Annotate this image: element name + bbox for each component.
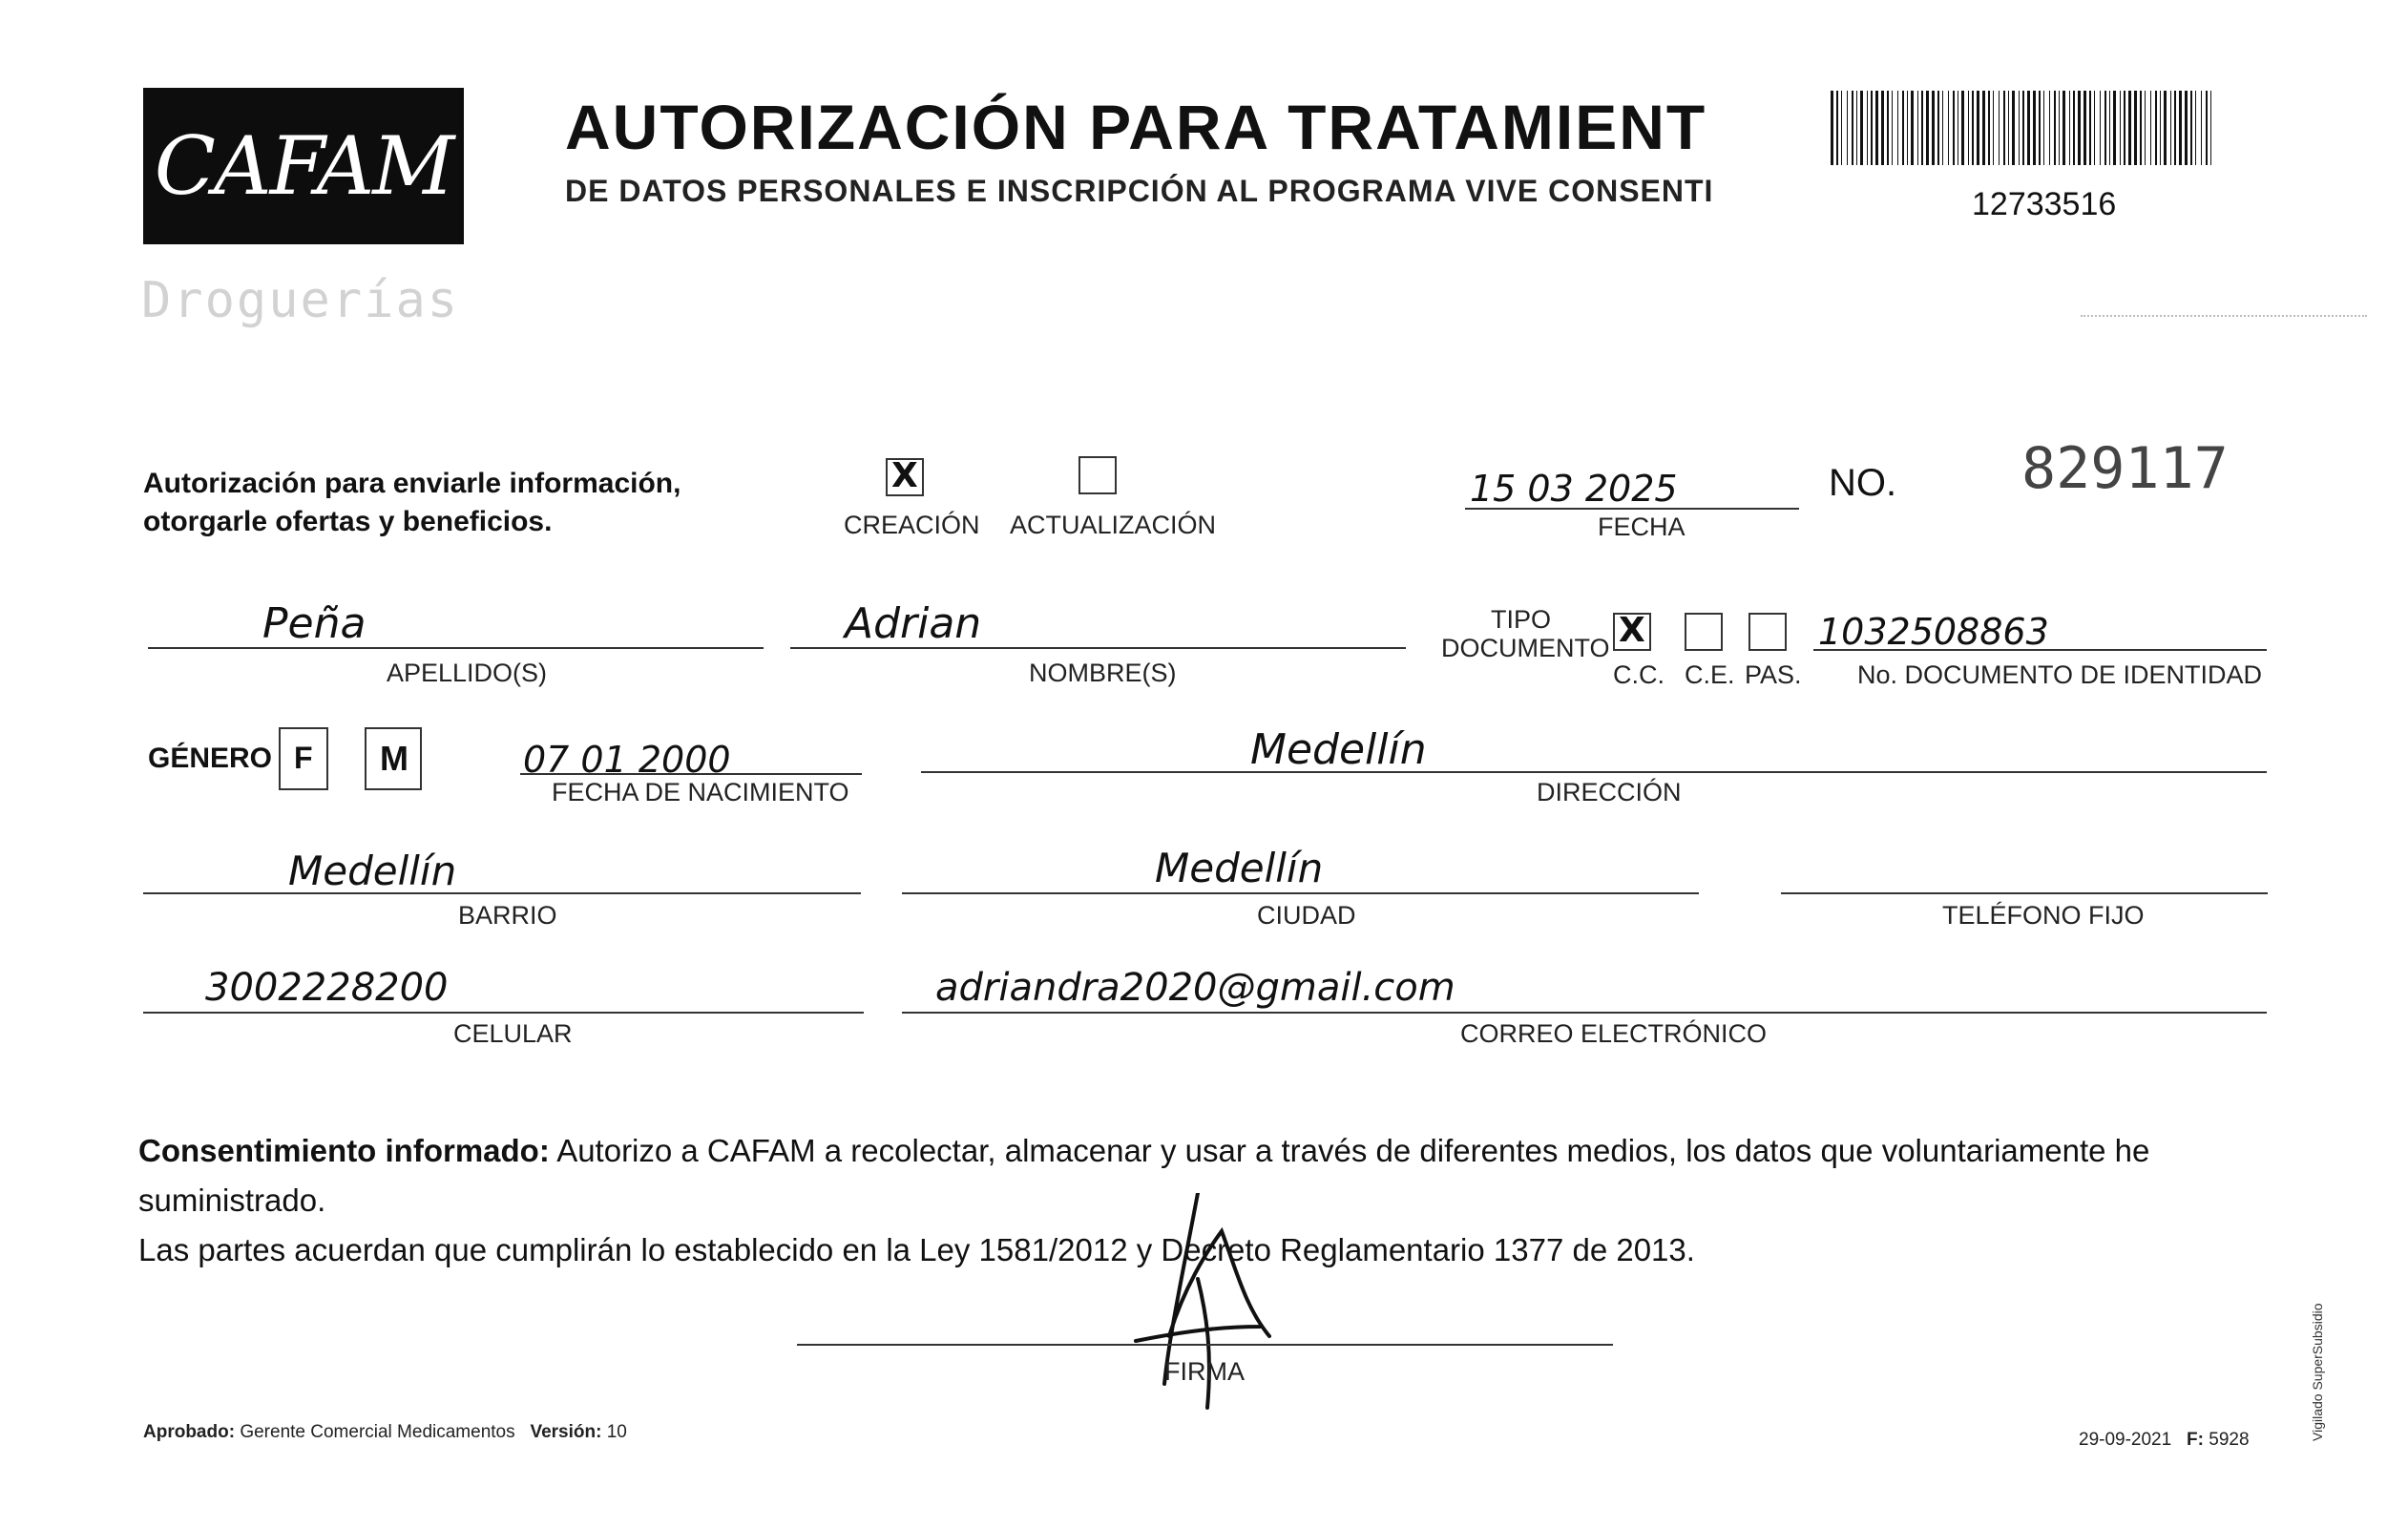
barcode-bar — [1887, 91, 1889, 165]
barcode-bar — [2195, 91, 2196, 165]
barcode-bar — [1942, 91, 1943, 165]
barcode-bar — [1852, 91, 1853, 165]
form-title: AUTORIZACIÓN PARA TRATAMIENT — [565, 92, 1707, 162]
barcode-bar — [1875, 91, 1878, 165]
firma-label: FIRMA — [1164, 1357, 1245, 1386]
correo-label: CORREO ELECTRÓNICO — [1460, 1019, 1768, 1048]
header-dotline — [2081, 315, 2367, 317]
barcode-bar — [2120, 91, 2121, 165]
apellidos-value: Peña — [262, 599, 366, 648]
nacimiento-line — [520, 773, 862, 775]
pas-label: PAS. — [1745, 660, 1802, 689]
barcode-bar — [1921, 91, 1923, 165]
barcode-bar — [2063, 91, 2065, 165]
direccion-line — [921, 771, 2267, 773]
barcode-bar — [2008, 91, 2009, 165]
tipo-label-1: TIPO — [1491, 605, 1552, 634]
barrio-label: BARRIO — [458, 901, 557, 930]
barcode-bar — [1977, 91, 1979, 165]
consent-body-line2: Las partes acuerdan que cumplirán lo establecido en la Ley 1581/2012 y Decreto Reglamentario 1377 de 2013. — [138, 1232, 1695, 1267]
nombres-label: NOMBRE(S) — [1029, 659, 1177, 687]
barcode-bar — [1917, 91, 1918, 165]
authorization-text-line1: Autorización para enviarle información, — [143, 468, 681, 499]
barcode-bar — [2100, 91, 2101, 165]
ce-label: C.E. — [1685, 660, 1735, 689]
barcode-bar — [2059, 91, 2060, 165]
firma-line — [797, 1344, 1613, 1346]
side-text: Vigilado SuperSubsidio — [2310, 1303, 2325, 1441]
barcode-bar — [1881, 91, 1884, 165]
barcode-bar — [1902, 91, 1904, 165]
direccion-value: Medellín — [1250, 725, 1427, 774]
barcode-bar — [1926, 91, 1929, 165]
barcode-bar — [1968, 91, 1969, 165]
genero-f-label: F — [294, 741, 313, 775]
barcode-bar — [2104, 91, 2106, 165]
barcode-bar — [1961, 91, 1964, 165]
telefono-line — [1781, 892, 2268, 894]
consent-heading: Consentimiento informado: — [138, 1133, 550, 1168]
barcode-number: 12733516 — [1972, 186, 2117, 222]
barcode-bar — [2003, 91, 2005, 165]
barcode-bar — [2078, 91, 2081, 165]
genero-label: GÉNERO — [148, 743, 273, 774]
barcode-bar — [2069, 91, 2070, 165]
tipo-label-2: DOCUMENTO — [1441, 634, 1610, 662]
barcode-bar — [1988, 91, 1990, 165]
cafam-logo — [143, 88, 464, 244]
barcode-bar — [1999, 91, 2000, 165]
ce-checkbox[interactable] — [1685, 613, 1723, 651]
barcode-bar — [1937, 91, 1939, 165]
subbrand-text: Droguerías — [141, 272, 460, 329]
barcode-bar — [2054, 91, 2056, 165]
barcode-bar — [2049, 91, 2050, 165]
barcode-bar — [1972, 91, 1974, 165]
barcode-bar — [2019, 91, 2020, 165]
barcode-bar — [2089, 91, 2091, 165]
barcode-bar — [2134, 91, 2137, 165]
footer-date: 29-09-2021 — [2079, 1430, 2172, 1450]
aprobado-value: Gerente Comercial Medicamentos — [240, 1422, 515, 1442]
genero-m-box[interactable] — [365, 727, 422, 790]
barcode-bar — [1993, 91, 1994, 165]
barcode-bar — [2160, 91, 2161, 165]
telefono-label: TELÉFONO FIJO — [1942, 901, 2145, 930]
barcode-bar — [2185, 91, 2188, 165]
barcode-bar — [1860, 91, 1863, 165]
doc-value: 1032508863 — [1818, 611, 2049, 653]
barcode-bar — [2109, 91, 2110, 165]
barcode-bar — [2022, 91, 2024, 165]
barcode-bar — [2155, 91, 2157, 165]
barcode-bar — [1892, 91, 1893, 165]
barcode-bar — [2027, 91, 2030, 165]
creacion-label: CREACIÓN — [844, 511, 980, 539]
fecha-line — [1465, 508, 1799, 510]
correo-line — [902, 1012, 2267, 1014]
celular-label: CELULAR — [453, 1019, 573, 1048]
version-label: Versión: — [530, 1422, 602, 1442]
actualizacion-checkbox[interactable] — [1078, 456, 1117, 494]
logo-text: CAFAM — [154, 119, 453, 213]
actualizacion-label: ACTUALIZACIÓN — [1010, 511, 1217, 539]
celular-value: 3002228200 — [205, 966, 449, 1010]
form-number: 829117 — [2021, 435, 2229, 502]
nacimiento-value: 07 01 2000 — [523, 739, 731, 781]
apellidos-line — [148, 647, 764, 649]
creacion-checkbox[interactable] — [886, 458, 924, 496]
barcode-bar — [1932, 91, 1935, 165]
doc-line — [1813, 649, 2267, 651]
nacimiento-label: FECHA DE NACIMIENTO — [552, 778, 849, 806]
barcode-bar — [2012, 91, 2015, 165]
barcode-bar — [1897, 91, 1898, 165]
barcode-bar — [2033, 91, 2036, 165]
barcode-bar — [2043, 91, 2044, 165]
barcode-bar — [2094, 91, 2095, 165]
f-code-value: 5928 — [2209, 1430, 2250, 1450]
barcode — [1831, 91, 2218, 165]
version-value: 10 — [606, 1422, 627, 1442]
barcode-bar — [1911, 91, 1914, 165]
ciudad-line — [902, 892, 1699, 894]
apellidos-label: APELLIDO(S) — [387, 659, 548, 687]
cc-checkbox[interactable] — [1613, 613, 1651, 651]
barcode-bar — [2164, 91, 2167, 165]
direccion-label: DIRECCIÓN — [1537, 778, 1682, 806]
barcode-bar — [1982, 91, 1985, 165]
cc-label: C.C. — [1613, 660, 1665, 689]
nombres-value: Adrian — [845, 599, 982, 648]
footer-right — [2079, 1430, 2250, 1451]
ciudad-label: CIUDAD — [1257, 901, 1356, 930]
ciudad-value: Medellín — [1155, 845, 1324, 891]
barcode-bar — [2201, 91, 2202, 165]
genero-f-box[interactable] — [279, 727, 328, 790]
barrio-line — [143, 892, 861, 894]
barcode-bar — [2039, 91, 2041, 165]
celular-line — [143, 1012, 864, 1014]
barcode-bar — [2083, 91, 2086, 165]
genero-m-label: M — [380, 739, 408, 778]
barcode-bar — [2179, 91, 2182, 165]
barcode-bar — [2170, 91, 2171, 165]
barcode-bar — [1871, 91, 1873, 165]
barcode-bar — [2124, 91, 2125, 165]
barcode-bar — [1867, 91, 1868, 165]
correo-value: adriandra2020@gmail.com — [935, 966, 1455, 1010]
footer-left — [143, 1422, 627, 1443]
barcode-bar — [1907, 91, 1908, 165]
barcode-bar — [2113, 91, 2116, 165]
barcode-bar — [1841, 91, 1842, 165]
barcode-bar — [1856, 91, 1857, 165]
barcode-bar — [2150, 91, 2151, 165]
doc-label: No. DOCUMENTO DE IDENTIDAD — [1857, 660, 2263, 689]
pas-checkbox[interactable] — [1748, 613, 1787, 651]
fecha-value: 15 03 2025 — [1470, 468, 1678, 510]
barcode-bar — [2128, 91, 2131, 165]
barcode-bar — [2174, 91, 2176, 165]
barcode-bar — [1836, 91, 1838, 165]
barrio-value: Medellín — [288, 848, 457, 894]
barcode-bar — [2206, 91, 2208, 165]
barcode-bar — [2073, 91, 2075, 165]
fecha-label: FECHA — [1598, 513, 1686, 541]
barcode-bar — [1831, 91, 1833, 165]
barcode-bar — [2190, 91, 2192, 165]
barcode-bar — [1847, 91, 1848, 165]
authorization-text-line2: otorgarle ofertas y beneficios. — [143, 506, 553, 537]
no-label: NO. — [1829, 462, 1897, 504]
barcode-bar — [1948, 91, 1949, 165]
barcode-bar — [2140, 91, 2142, 165]
barcode-bar — [2145, 91, 2146, 165]
consent-body-line1: Autorizo a CAFAM a recolectar, almacenar y usar a través de diferentes medios, los datos que voluntariamente he suministrado. — [138, 1133, 2150, 1218]
barcode-bar — [2210, 91, 2211, 165]
f-code-label: F: — [2187, 1430, 2204, 1450]
aprobado-label: Aprobado: — [143, 1422, 236, 1442]
form-subtitle: DE DATOS PERSONALES E INSCRIPCIÓN AL PROGRAMA VIVE CONSENTI — [565, 174, 1714, 208]
nombres-line — [790, 647, 1406, 649]
barcode-bar — [1953, 91, 1955, 165]
